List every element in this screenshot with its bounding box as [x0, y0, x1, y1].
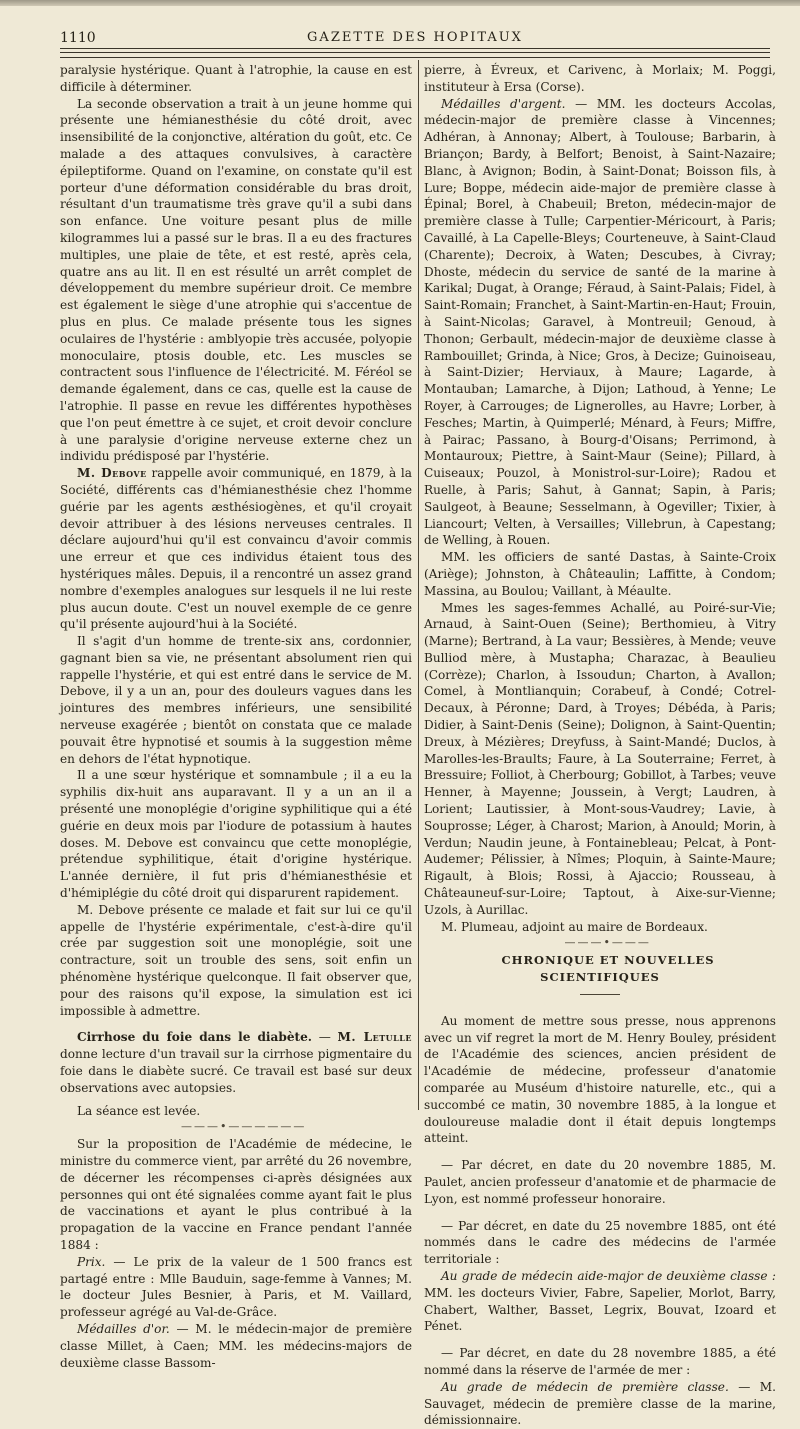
paragraph-text: donne lecture d'un travail sur la cirrhose pigmentaire du foie dans le diabète sucré. Ce travail est basé sur deux observations avec autopsies.: [60, 1047, 412, 1095]
paragraph-label: Au grade de médecin de première classe.: [440, 1379, 729, 1394]
paragraph: Au moment de mettre sous presse, nous apprenons avec un vif regret la mort de M. Henry Bouley, président de l'Académie des sciences, ancien président de l'Académie de médecine, professeur d'anatomie comparée au Muséum d'histoire naturelle, etc., qui a succombé ce matin, 30 novembre 1885, à la longue et douloureuse maladie dont il était depuis longtemps atteint.: [424, 1013, 776, 1146]
speaker-name: M. Letulle: [337, 1030, 412, 1045]
header-double-rule: [60, 48, 770, 53]
paragraph: Il s'agit d'un homme de trente-six ans, cordonnier, gagnant bien sa vie, ne présentant absolument rien qui rappelle l'hystérie, et qui est entré dans le service de M. Debove, il y a un an, pour des douleurs vagues dans les jointures des membres inférieurs, une sensibilité nerveuse exagérée ; bientôt on constata que ce malade pouvait être hypnotisé et soumis à la suggestion même en dehors de l'état hypnotique.: [60, 634, 412, 766]
speaker-name: M. Debove: [76, 466, 147, 481]
header-thin-rule: [60, 57, 770, 58]
heading-rule: [580, 994, 620, 995]
paragraph: [60, 465, 412, 633]
paragraph: Il a une sœur hystérique et somnambule ; il a eu la syphilis dix-huit ans auparavant. Il y a un an il a présenté une monoplégie d'origine syphilitique qui a été guérie en deux mois par l'iodure de potassium à hautes doses. M. Debove est convaincu que cette monoplégie, prétendue syphilitique, était d'origine hystérique. L'année dernière, il fut pris d'hémianesthésie et d'hémiplégie du côté droit qui disparurent rapidement.: [60, 768, 412, 901]
paragraph: Cirrhose du foie dans le diabète. — M. Letulle donne lecture d'un travail sur la cirrhose pigmentaire du foie dans le diabète sucré. Ce travail est basé sur deux observations avec autopsies.: [60, 1030, 412, 1095]
paragraph-label: Médailles d'argent.: [440, 96, 566, 111]
paragraph: Mmes les sages-femmes Achallé, au Poiré-sur-Vie; Arnaud, à Saint-Ouen (Seine); Berthomieu, à Vitry (Marne); Bertrand, à La vaur; Bessières, à Mende; veuve Bulliod mère, à Mustapha; Charazac, à Beaulieu (Corrèze); Charlon, à Issoudun; Charton, à Avallon; Comel, à Montlianquin; Corabeuf, à Condé; Cotrel-Decaux, à Péronne; Dard, à Troyes; Débéda, à Paris; Didier, à Saint-Denis (Seine); Dolignon, à Saint-Quentin; Dreux, à Mézières; Dreyfuss, à Saint-Mandé; Duclos, à Marolles-les-Braults; Faure, à La Souterraine; Ferret, à Bressuire; Folliot, à Cherbourg; Gobillot, à Tarbes; veuve Henner, à Mayenne; Joussein, à Vergt; Laudren, à Lorient; Lautissier, à Mont-sous-Vaudrey; Lavie, à Souprosse; Léger, à Charost; Marion, à Anould; Morin, à Verdun; Naudin jeune, à Fontainebleau; Pelcat, à Pont-Audemer; Pélissier, à Nîmes; Ploquin, à Sainte-Maure; Rigault, à Blois; Rossi, à Ajaccio; Rousseau, à Châteauneuf-sur-Loire; Taptout, à Aixe-sur-Vienne; Uzols, à Aurillac.: [424, 600, 776, 917]
paragraph: M. Plumeau, adjoint au maire de Bordeaux.: [440, 919, 708, 934]
paragraph: — Par décret, en date du 20 novembre 1885, M. Paulet, ancien professeur d'anatomie et de pharmacie de Lyon, est nommé professeur honoraire.: [424, 1158, 776, 1206]
page-number: 1110: [60, 30, 96, 46]
paragraph: paralysie hystérique. Quant à l'atrophie, la cause en est difficile à déterminer.: [60, 63, 412, 94]
paragraph-text: — M. Sauvaget, médecin de première classe de la marine, démissionnaire.: [424, 1379, 776, 1428]
page-edge: [0, 0, 800, 6]
subsection-title: Cirrhose du foie dans le diabète.: [76, 1030, 313, 1045]
right-column: [424, 62, 776, 1429]
paragraph: La seconde observation a trait à un jeune homme qui présente une hémianesthésie du côté droit, avec insensibilité de la conjonctive, altération du goût, etc. Ce malade a des attaques convulsives, à caractère épileptiforme. Quand on l'examine, on constate qu'il est porteur d'une déformation considérable du bras droit, résultant d'un traumatisme très grave qu'il a subi dans son enfance. Une voiture pesant plus de mille kilogrammes lui a passé sur le bras. Il a eu des fractures multiples, une plaie de tête, et est resté, après cela, quatre ans au lit. Il en est résulté un arrêt complet de développement du membre supérieur droit. Ce membre est également le siège d'une atrophie qui s'accentue de plus en plus. Ce malade présente tous les signes oculaires de l'hystérie : amblyopie très accusée, polyopie monoculaire, ptosis double, etc. Les muscles se contractent sous l'influence de l'électricité. M. Féréol se demande également, dans ce cas, quelle est la cause de l'atrophie. Il passe en revue les différentes hypothèses que l'on peut émettre à ce sujet, et croit devoir conclure à une paralysie d'origine nerveuse externe chez un individu prédisposé par l'hystérie.: [60, 96, 412, 464]
paragraph-label: Au grade de médecin aide-major de deuxième classe :: [440, 1268, 776, 1283]
paragraph: — Par décret, en date du 25 novembre 1885, ont été nommés dans le cadre des médecins de l'armée territoriale :: [424, 1218, 776, 1267]
column-divider: [418, 60, 419, 1110]
paragraph-text: MM. les docteurs Vivier, Fabre, Sapelier, Morlot, Barry, Chabert, Walther, Basset, Legrix, Bouvat, Izoard et Pénet.: [424, 1285, 776, 1334]
paragraph: [424, 96, 776, 550]
page-header: [60, 30, 770, 48]
paragraph: MM. les officiers de santé Dastas, à Sainte-Croix (Ariège); Johnston, à Châteaulin; Laffitte, à Condom; Massina, au Boulou; Vaillant, à Méaulte.: [424, 550, 776, 598]
spacer: [424, 1335, 776, 1345]
paragraph-text: — MM. les docteurs Accolas, médecin-major de première classe à Vincennes; Adhéran, à Annonay; Albert, à Toulouse; Barbarin, à Briançon; Bardy, à Belfort; Benoist, à Saint-Nazaire; Blanc, à Avignon; Bodin, à Saint-Donat; Boisson fils, à Lure; Boppe, médecin aide-major de première classe à Épinal; Borel, à Chabeuil; Breton, médecin-major de première classe à Tulle; Carpentier-Méricourt, à Paris; Cavaillé, à La Capelle-Bleys; Courteneuve, à Saint-Claud (Charente); Decroix, à Waten; Descubes, à Civray; Dhoste, médecin du service de santé de la marine à Karikal; Dugat, à Orange; Féraud, à Saint-Palais; Fidel, à Saint-Romain; Franchet, à Saint-Martin-en-Haut; Frouin, à Saint-Nicolas; Garavel, à Montreuil; Genoud, à Thonon; Gerbault, médecin-major de deuxième classe à Rambouillet; Grinda, à Nice; Gros, à Decize; Guinoiseau, à Saint-Dizier; Herviaux, à Maure; Lagarde, à Montauban; Lamarche, à Dijon; Lathoud, à Yenne; Le Royer, à Carrouges; de Lignerolles, au Havre; Lorber, à Fesches; Martin, à Quimperlé; Ménard, à Feurs; Miffre, à Pairac; Passano, à Bourg-d'Oisans; Perrimond, à Montauroux; Piettre, à Saint-Maur (Seine); Pillard, à Cuiseaux; Pouzol, à Monistrol-sur-Loire); Radou et Ruelle, à Paris; Sahut, à Gannat; Sapin, à Paris; Saulgeot, à Beaune; Sesselmann, à Ogeviller; Tixier, à Liancourt; Velten, à Versailles; Villebrun, à Capestang; de Welling, à Rouen.: [424, 96, 776, 548]
paragraph: — Par décret, en date du 28 novembre 1885, a été nommé dans la réserve de l'armée de mer :: [424, 1346, 776, 1377]
section-heading: CHRONIQUE ET NOUVELLES SCIENTIFIQUES: [501, 953, 715, 985]
spacer: [60, 1019, 412, 1029]
left-column: [60, 62, 412, 1371]
paragraph: [424, 1268, 776, 1335]
separator-ornament: ———•——————: [180, 1120, 307, 1134]
paragraph-label: Médailles d'or.: [76, 1321, 170, 1336]
journal-title: GAZETTE DES HOPITAUX: [307, 30, 523, 45]
paragraph-label: Prix.: [76, 1254, 106, 1269]
spacer: [424, 1147, 776, 1157]
paragraph-text: rappelle avoir communiqué, en 1879, à la Société, différents cas d'hémianesthésie chez l'homme guérie par les agents æsthésiogènes, et qu'il croyait devoir attribuer à des lésions nerveuses centrales. Il déclare aujourd'hui qu'il est convaincu d'avoir commis une erreur et que ces individus étaient tous des hystériques mâles. Depuis, il a rencontré un assez grand nombre d'exemples analogues sur lesquels il ne lui reste plus aucun doute. C'est un nouvel exemple de ce genre qu'il présente aujourd'hui à la Société.: [60, 466, 413, 632]
paragraph: pierre, à Évreux, et Carivenc, à Morlaix; M. Poggi, instituteur à Ersa (Corse).: [424, 63, 776, 94]
paragraph: [60, 1321, 412, 1371]
paragraph-text: — M. le médecin-major de première classe Millet, à Caen; MM. les médecins-majors de deuxième classe Bassom-: [60, 1321, 412, 1370]
spacer: [424, 1208, 776, 1218]
paragraph-text: — Le prix de la valeur de 1 500 francs est partagé entre : Mlle Bauduin, sage-femme à Vannes; M. le docteur Jules Besnier, à Paris, et M. Vaillard, professeur agrégé au Val-de-Grâce.: [60, 1254, 412, 1320]
paragraph: M. Debove présente ce malade et fait sur lui ce qu'il appelle de l'hystérie expérimentale, c'est-à-dire qu'il crée par suggestion soit une monoplégie, soit une contracture, soit un trouble des sens, soit enfin un phénomène hystérique quelconque. Il fait observer que, pour des raisons qu'il expose, la simulation est ici impossible à admettre.: [60, 902, 412, 1018]
paragraph: Sur la proposition de l'Académie de médecine, le ministre du commerce vient, par arrêté du 26 novembre, de décerner les récompenses ci-après désignées aux personnes qui ont été signalées comme ayant fait le plus de vaccinations et ayant le plus contribué à la propagation de la vaccine en France pendant l'année 1884 :: [60, 1137, 412, 1252]
paragraph: [424, 1379, 776, 1429]
paragraph: [60, 1254, 412, 1321]
separator-ornament: ———•———: [564, 936, 651, 950]
paragraph: La séance est levée.: [76, 1103, 201, 1118]
